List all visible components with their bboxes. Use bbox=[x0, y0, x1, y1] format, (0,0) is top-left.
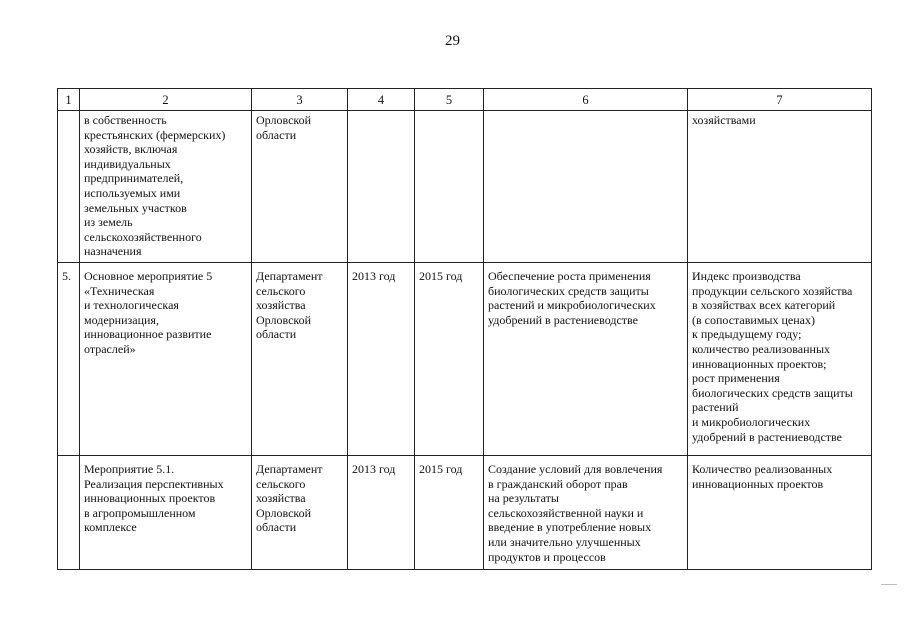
event-name-cell: в собственность крестьянских (фермерских) хозяйств, включая индивидуальных предпринимателей, используемых ими земельных участков из земель сельскохозяйственного назначения bbox=[80, 111, 252, 263]
column-header: 7 bbox=[688, 89, 872, 111]
executor-cell: Департамент сельского хозяйства Орловской области bbox=[252, 263, 348, 456]
table-row bbox=[58, 263, 872, 456]
page-number: 29 bbox=[445, 33, 460, 49]
event-name-cell: Мероприятие 5.1. Реализация перспективных инновационных проектов в агропромышленном комплексе bbox=[80, 456, 252, 570]
program-table bbox=[57, 88, 872, 570]
expected-result-cell: Создание условий для вовлечения в гражданский оборот прав на результаты сельскохозяйственной науки и введение в употребление новых или значительно улучшенных продуктов и процессов bbox=[484, 456, 688, 570]
start-year-cell: 2013 год bbox=[348, 263, 415, 456]
row-number-cell bbox=[58, 111, 80, 263]
indicator-cell: Индекс производства продукции сельского хозяйства в хозяйствах всех категорий (в сопоставимых ценах) к предыдущему году; количество реализованных инновационных проектов; рост применения биологических средств защиты растений и микробиологических удобрений в растениеводстве bbox=[688, 263, 872, 456]
executor-cell: Департамент сельского хозяйства Орловской области bbox=[252, 456, 348, 570]
table-header-row bbox=[58, 89, 872, 111]
column-header: 5 bbox=[415, 89, 484, 111]
end-year-cell bbox=[415, 111, 484, 263]
end-year-cell: 2015 год bbox=[415, 456, 484, 570]
indicator-cell: хозяйствами bbox=[688, 111, 872, 263]
column-header: 3 bbox=[252, 89, 348, 111]
column-header: 2 bbox=[80, 89, 252, 111]
column-header: 6 bbox=[484, 89, 688, 111]
start-year-cell: 2013 год bbox=[348, 456, 415, 570]
end-year-cell: 2015 год bbox=[415, 263, 484, 456]
table-row bbox=[58, 111, 872, 263]
row-number-cell bbox=[58, 456, 80, 570]
executor-cell: Орловской области bbox=[252, 111, 348, 263]
expected-result-cell: Обеспечение роста применения биологических средств защиты растений и микробиологических удобрений в растениеводстве bbox=[484, 263, 688, 456]
start-year-cell bbox=[348, 111, 415, 263]
table-row bbox=[58, 456, 872, 570]
column-header: 4 bbox=[348, 89, 415, 111]
column-header: 1 bbox=[58, 89, 80, 111]
expected-result-cell bbox=[484, 111, 688, 263]
row-number-cell: 5. bbox=[58, 263, 80, 456]
scan-edge-mark bbox=[881, 584, 897, 585]
event-name-cell: Основное мероприятие 5 «Техническая и технологическая модернизация, инновационное развитие отраслей» bbox=[80, 263, 252, 456]
indicator-cell: Количество реализованных инновационных проектов bbox=[688, 456, 872, 570]
